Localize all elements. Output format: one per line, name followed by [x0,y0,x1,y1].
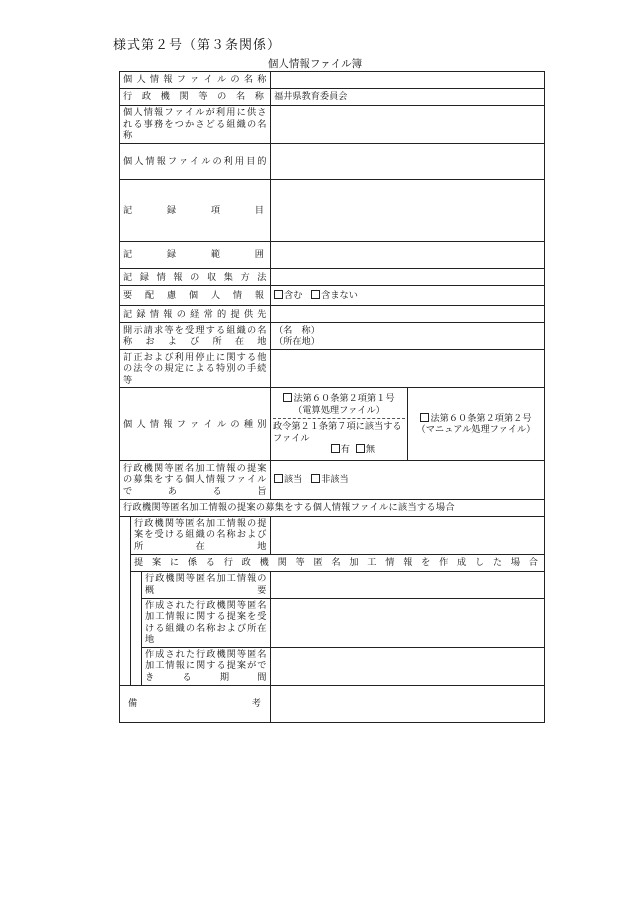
agency-name-field[interactable]: 福井県教育委員会 [271,89,545,106]
row-regular-recipients [120,306,545,323]
row-remarks [120,685,545,722]
proposal-sub-heading: 提案に係る行政機関等匿名加工情報を作成した場合 [131,554,545,571]
anon-section-heading: 行政機関等匿名加工情報の提案の募集をする個人情報ファイルに該当する場合 [120,499,545,516]
indent-spacer [131,647,142,685]
row-disclosure-org [120,323,545,350]
org-name-field[interactable] [271,106,545,144]
special-procedure-label: 訂正および利用停止に関する他の法令の規定による特別の手続等 [120,350,271,388]
sensitive-include-label: 含む [284,290,303,302]
file-type-1-line2: （電算処理ファイル） [293,404,385,416]
sensitive-include-checkbox[interactable] [274,290,283,299]
disclosure-org-name-label: （名 称） [274,324,320,336]
cabinet-order-no-checkbox[interactable] [356,444,365,453]
row-proposal-period [120,647,545,685]
row-special-procedure [120,350,545,388]
record-scope-label: 記録範囲 [120,242,271,269]
proposal-org-label: 行政機関等匿名加工情報の提案を受ける組織の名称および所在地 [131,516,271,554]
anon-not-applicable-label: 非該当 [321,474,349,486]
proposal-period-label: 作成された行政機関等匿名加工情報に関する提案ができる期間 [142,647,271,685]
purpose-label: 個人情報ファイルの利用目的 [120,144,271,180]
row-anon-section-heading [120,499,545,516]
indent-spacer [131,571,142,598]
indent-spacer [120,554,131,571]
purpose-field[interactable] [271,144,545,180]
form-number: 様式第２号（第３条関係） [113,38,282,53]
cabinet-order-text: 政令第２１条第７項に該当するファイル [273,418,405,444]
row-collection-method [120,269,545,286]
created-org-field[interactable] [271,598,545,647]
indent-spacer [120,598,131,647]
sensitive-info-options [271,286,545,306]
file-name-field[interactable] [271,72,545,89]
row-org-name [120,106,545,144]
file-type-label: 個人情報ファイルの種別 [120,388,271,461]
row-proposal-org [120,516,545,554]
indent-spacer [120,516,131,554]
file-type-2-line2: （マニュアル処理ファイル） [416,424,536,436]
row-proposal-sub-heading [120,554,545,571]
row-file-name [120,72,545,89]
agency-name-label: 行政機関等の名称 [120,89,271,106]
cabinet-order-no-label: 無 [365,444,375,456]
sensitive-exclude-label: 含まない [321,290,358,302]
row-anon-solicit [120,461,545,499]
anon-applicable-checkbox[interactable] [274,474,283,483]
anon-summary-field[interactable] [271,571,545,598]
record-scope-field[interactable] [271,242,545,269]
created-org-label: 作成された行政機関等匿名加工情報に関する提案を受ける組織の名称および所在地 [142,598,271,647]
anon-solicit-options [271,461,545,499]
record-items-label: 記録項目 [120,180,271,242]
indent-spacer [131,598,142,647]
anon-solicit-label: 行政機関等匿名加工情報の提案の募集をする個人情報ファイルである旨 [120,461,271,499]
file-type-1-line1: 法第６０条第２項第１号 [293,393,395,405]
anon-summary-label: 行政機関等匿名加工情報の概要 [142,571,271,598]
record-items-field[interactable] [271,180,545,242]
file-type-2-checkbox[interactable] [420,413,429,422]
row-purpose [120,144,545,180]
document-title: 個人情報ファイル簿 [267,58,363,70]
row-created-org [120,598,545,647]
file-type-computerized-cell [271,388,408,461]
cabinet-order-yes-label: 有 [340,444,350,456]
row-agency-name [120,89,545,106]
org-name-label: 個人情報ファイルが利用に供される事務をつかさどる組織の名称 [120,106,271,144]
row-file-type [120,388,545,461]
row-anon-summary [120,571,545,598]
disclosure-org-field[interactable] [271,323,545,350]
special-procedure-field[interactable] [271,350,545,388]
collection-method-label: 記録情報の収集方法 [120,269,271,286]
file-name-label: 個人情報ファイルの名称 [120,72,271,89]
regular-recipients-label: 記録情報の経常的提供先 [120,306,271,323]
sensitive-info-label: 要配慮個人情報 [120,286,271,306]
cabinet-order-yes-checkbox[interactable] [331,444,340,453]
regular-recipients-field[interactable] [271,306,545,323]
row-record-scope [120,242,545,269]
personal-info-file-register-table [119,71,545,723]
proposal-period-field[interactable] [271,647,545,685]
indent-spacer [120,647,131,685]
row-sensitive-info [120,286,545,306]
remarks-label: 備考 [120,685,271,722]
disclosure-org-address-label: （所在地） [274,336,320,348]
anon-not-applicable-checkbox[interactable] [311,474,320,483]
file-type-1-checkbox[interactable] [283,393,292,402]
disclosure-org-label: 開示請求等を受理する組織の名称および所在地 [120,323,271,350]
file-type-manual-cell [408,388,545,461]
collection-method-field[interactable] [271,269,545,286]
anon-applicable-label: 該当 [284,474,303,486]
proposal-org-field[interactable] [271,516,545,554]
remarks-field[interactable] [271,685,545,722]
row-record-items [120,180,545,242]
file-type-2-line1: 法第６０条第２項第２号 [430,412,532,424]
sensitive-exclude-checkbox[interactable] [311,290,320,299]
indent-spacer [120,571,131,598]
